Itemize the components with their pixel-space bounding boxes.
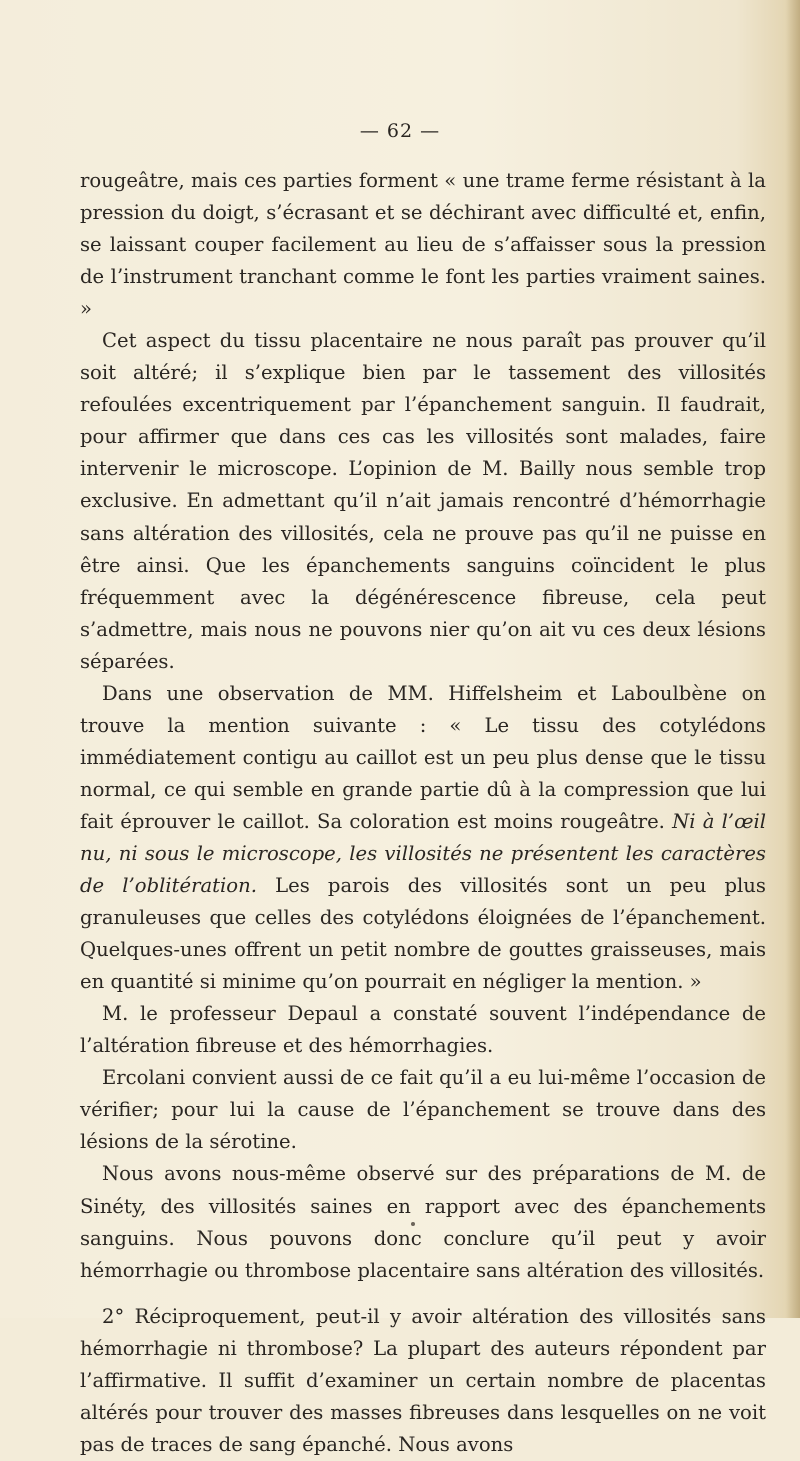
body-text xyxy=(80,165,766,1461)
paragraph-6: Nous avons nous-même observé sur des préparations de M. de Sinéty, des villosités saines en rapport avec des épanchements sanguins. Nous pouvons donc conclure qu’il peut y avoir hémorrhagie ou thrombose placentaire sans altération des villosités. xyxy=(80,1162,766,1282)
ink-speck xyxy=(411,1222,415,1226)
paragraph-3-text-before: Dans une observation de MM. Hiffelsheim et Laboulbène on trouve la mention suivante : « Le tissu des cotylédons immédiatement contigu au caillot est un peu plus dense que le tissu normal, ce qui semble en grande partie dû à la compression que lui fait éprouver le caillot. Sa coloration est moins rougeâtre. xyxy=(80,681,766,833)
paragraph-3 xyxy=(80,678,766,998)
paragraph-4: M. le professeur Depaul a constaté souvent l’indépendance de l’altération fibreuse et des hémorrhagies. xyxy=(80,1002,766,1058)
page-edge-shadow xyxy=(786,0,800,1318)
paragraph-2: Cet aspect du tissu placentaire ne nous paraît pas prouver qu’il soit altéré; il s’explique bien par le tassement des villosités refoulées excentriquement par l’épanchement sanguin. Il faudrait, pour affirmer que dans ces cas les villosités sont malades, faire intervenir le microscope. L’opinion de M. Bailly nous semble trop exclusive. En admettant qu’il n’ait jamais rencontré d’hémorrhagie sans altération des villosités, cela ne prouve pas qu’il ne puisse en être ainsi. Que les épanchements sanguins coïncident le plus fréquemment avec la dégénérescence fibreuse, cela peut s’admettre, mais nous ne pouvons nier qu’on ait vu ces deux lésions séparées. xyxy=(80,329,766,673)
paragraph-1: rougeâtre, mais ces parties forment « une trame ferme résistant à la pression du doigt, s’écrasant et se déchirant avec difficulté et, enfin, se laissant couper facilement au lieu de s’affaisser sous la pression de l’instrument tranchant comme le font les parties vraiment saines. » xyxy=(80,169,766,321)
paragraph-3-text-after: Les parois des villosités sont un peu plus granuleuses que celles des cotylédons éloignées de l’épanchement. Quelques-unes offrent un petit nombre de gouttes graisseuses, mais en quantité si minime qu’on pourrait en négliger la mention. » xyxy=(80,874,766,994)
page-number: — 62 — xyxy=(359,120,441,142)
paragraph-5: Ercolani convient aussi de ce fait qu’il a eu lui-même l’occasion de vérifier; pour lui la cause de l’épanchement se trouve dans des lésions de la sérotine. xyxy=(80,1066,766,1154)
paragraph-7: 2° Réciproquement, peut-il y avoir altération des villosités sans hémorrhagie ni thrombose? La plupart des auteurs répondent par l’affirmative. Il suffit d’examiner un certain nombre de placentas altérés pour trouver des masses fibreuses dans lesquelles on ne voit pas de traces de sang épanché. Nous avons xyxy=(80,1304,766,1456)
paragraph-3-italic: Ni à l’œil nu, ni sous le microscope, les villosités ne présentent les caractères de l’oblitération. xyxy=(80,809,766,898)
